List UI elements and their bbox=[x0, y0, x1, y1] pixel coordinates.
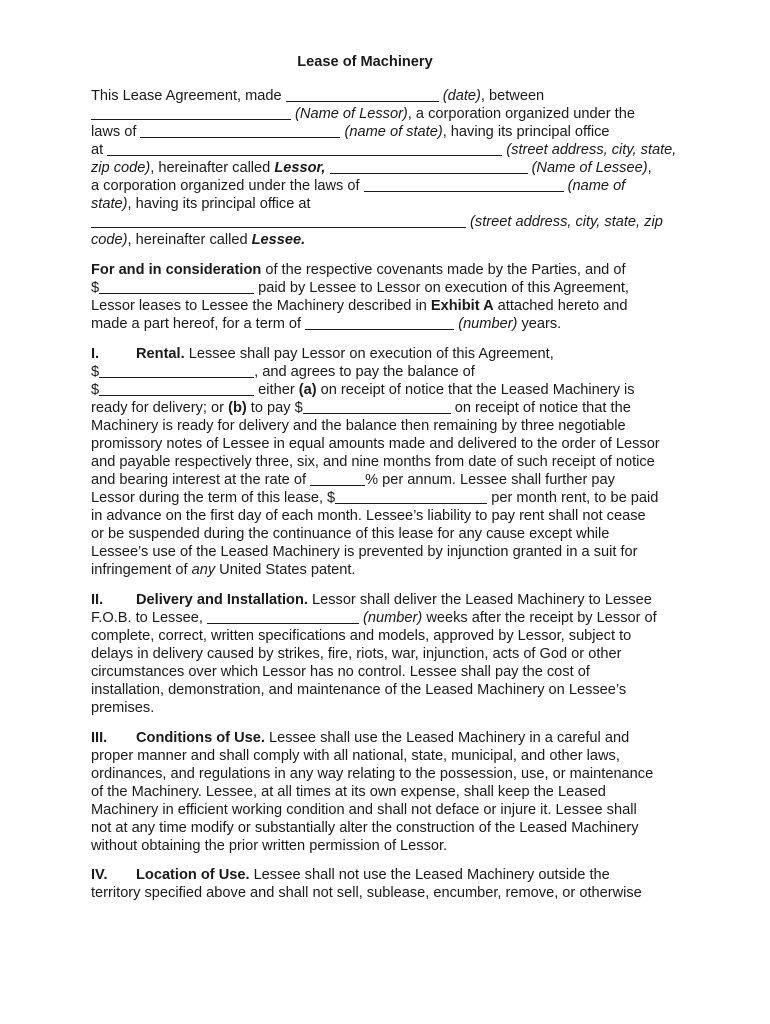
section-i-line bbox=[91, 345, 554, 363]
text: a corporation organized under the laws of bbox=[91, 178, 364, 194]
section-ii-line bbox=[91, 609, 657, 627]
section-i-line bbox=[91, 489, 658, 507]
consideration-amount-blank[interactable] bbox=[99, 280, 254, 294]
text: For and in consideration bbox=[91, 262, 262, 278]
section-iii-line bbox=[91, 729, 629, 747]
text: (number) bbox=[359, 610, 423, 626]
text: on receipt of notice that the bbox=[450, 400, 631, 416]
section-iii-line bbox=[91, 765, 653, 783]
text: at bbox=[91, 142, 108, 158]
text: , hereinafter called bbox=[150, 160, 275, 176]
text: delays in delivery caused by strikes, fire, riots, war, injunction, acts of God or other bbox=[91, 646, 622, 662]
section-i-line bbox=[91, 417, 626, 435]
text: Lessee shall not use the Leased Machinery outside the bbox=[249, 867, 610, 883]
text: (number) bbox=[454, 316, 518, 332]
text: , having its principal office bbox=[442, 124, 610, 140]
text: (date) bbox=[438, 88, 481, 104]
lessor-state-blank[interactable] bbox=[140, 124, 340, 138]
text: Machinery is ready for delivery and the balance then remaining by three negotiable bbox=[91, 418, 626, 434]
monthly-rent-blank[interactable] bbox=[335, 490, 487, 504]
text: This Lease Agreement, made bbox=[91, 88, 286, 104]
section-iii-line bbox=[91, 783, 606, 801]
text: , a corporation organized under the bbox=[407, 106, 635, 122]
lessor-name-blank[interactable] bbox=[91, 106, 291, 120]
section-number: IV. bbox=[91, 867, 108, 883]
text: installation, demonstration, and maintenance of the Leased Machinery on Lessee’s bbox=[91, 682, 627, 698]
text: of the Machinery. Lessee, at all times at its own expense, shall keep the Leased bbox=[91, 784, 606, 800]
consideration-line bbox=[91, 315, 561, 333]
section-ii-line bbox=[91, 645, 621, 663]
text: Lessor leases to Lessee the Machinery described in bbox=[91, 298, 431, 314]
section-iv-line bbox=[91, 866, 610, 884]
text: Lessor shall deliver the Leased Machinery to Lessee bbox=[307, 592, 652, 608]
intro-line bbox=[91, 213, 663, 231]
delivery-weeks-blank[interactable] bbox=[207, 610, 359, 624]
consideration-line bbox=[91, 261, 626, 279]
lessee-name-blank[interactable] bbox=[330, 160, 528, 174]
intro-line bbox=[91, 87, 544, 105]
intro-line bbox=[91, 159, 652, 177]
section-i-line bbox=[91, 561, 355, 579]
text: (b) bbox=[228, 400, 247, 416]
consideration-line bbox=[91, 297, 628, 315]
section-ii-line bbox=[91, 627, 631, 645]
section-iii-line bbox=[91, 819, 639, 837]
text: weeks after the receipt by Lessor of bbox=[422, 610, 657, 626]
text: years. bbox=[517, 316, 562, 332]
text: territory specified above and shall not sell, sublease, encumber, remove, or otherwise bbox=[91, 885, 642, 901]
text: Lessee shall pay Lessor on execution of this Agreement, bbox=[184, 346, 554, 362]
intro-line bbox=[91, 105, 635, 123]
intro-line bbox=[91, 141, 676, 159]
text: of the respective covenants made by the Parties, and of bbox=[261, 262, 626, 278]
section-i-line bbox=[91, 507, 646, 525]
section-heading: Location of Use. bbox=[136, 867, 250, 883]
text: Exhibit A bbox=[430, 298, 494, 314]
interest-rate-blank[interactable] bbox=[310, 472, 365, 486]
text: , hereinafter called bbox=[127, 232, 252, 248]
intro-line bbox=[91, 231, 305, 249]
section-i-line bbox=[91, 543, 638, 561]
text: , and agrees to pay the balance of bbox=[254, 364, 475, 380]
text: Lessee shall use the Leased Machinery in a careful and bbox=[264, 730, 630, 746]
text: (Name of Lessor) bbox=[291, 106, 408, 122]
text: , having its principal office at bbox=[127, 196, 311, 212]
section-heading: Rental. bbox=[136, 346, 185, 362]
date-blank[interactable] bbox=[286, 88, 439, 102]
section-i-line bbox=[91, 453, 655, 471]
text: (street address, city, state, zip bbox=[466, 214, 663, 230]
text: in advance on the first day of each month. Lessee’s liability to pay rent shall not cease bbox=[91, 508, 646, 524]
balance-blank[interactable] bbox=[99, 382, 254, 396]
text: Lessor during the term of this lease, $ bbox=[91, 490, 336, 506]
text: promissory notes of Lessee in equal amounts made and delivered to the order of Lessor bbox=[91, 436, 660, 452]
intro-line bbox=[91, 177, 625, 195]
text: any bbox=[191, 562, 216, 578]
text: paid by Lessee to Lessor on execution of this Agreement, bbox=[254, 280, 629, 296]
section-i-line bbox=[91, 363, 475, 381]
initial-payment-blank[interactable] bbox=[99, 364, 254, 378]
text: zip code) bbox=[91, 160, 151, 176]
section-i-line bbox=[91, 381, 635, 399]
text: attached hereto and bbox=[493, 298, 628, 314]
text: Lessee. bbox=[251, 232, 306, 248]
page-title: Lease of Machinery bbox=[297, 54, 433, 70]
text: and bearing interest at the rate of bbox=[91, 472, 311, 488]
text: , bbox=[647, 160, 652, 176]
section-iii-line bbox=[91, 837, 447, 855]
text: % per annum. Lessee shall further pay bbox=[365, 472, 615, 488]
section-heading: Delivery and Installation. bbox=[136, 592, 308, 608]
delivery-payment-blank[interactable] bbox=[303, 400, 451, 414]
text: (Name of Lessee) bbox=[527, 160, 648, 176]
text: to pay $ bbox=[246, 400, 303, 416]
text: proper manner and shall comply with all national, state, municipal, and other laws, bbox=[91, 748, 620, 764]
text: without obtaining the prior written permission of Lessor. bbox=[91, 838, 448, 854]
intro-line bbox=[91, 195, 311, 213]
section-i-line bbox=[91, 399, 631, 417]
consideration-line bbox=[91, 279, 629, 297]
section-i-line bbox=[91, 471, 615, 489]
section-i-line bbox=[91, 525, 609, 543]
text: premises. bbox=[91, 700, 155, 716]
text: or be suspended during the continuance of this lease for any cause except while bbox=[91, 526, 610, 542]
text: (name of state) bbox=[340, 124, 443, 140]
section-ii-line bbox=[91, 591, 652, 609]
section-iii-line bbox=[91, 747, 620, 765]
section-iii-line bbox=[91, 801, 637, 819]
text: ready for delivery; or bbox=[91, 400, 229, 416]
text: and payable respectively three, six, and nine months from date of such receipt of notice bbox=[91, 454, 655, 470]
text: laws of bbox=[91, 124, 141, 140]
section-number: I. bbox=[91, 346, 100, 362]
section-heading: Conditions of Use. bbox=[136, 730, 265, 746]
text: $ bbox=[91, 382, 100, 398]
text: F.O.B. to Lessee, bbox=[91, 610, 207, 626]
text: $ bbox=[91, 280, 100, 296]
text: $ bbox=[91, 364, 100, 380]
text: not at any time modify or substantially alter the construction of the Leased Machinery bbox=[91, 820, 639, 836]
lessee-address-blank[interactable] bbox=[91, 214, 466, 228]
section-ii-line bbox=[91, 663, 590, 681]
section-ii-line bbox=[91, 681, 626, 699]
text: circumstances over which Lessor has no control. Lessee shall pay the cost of bbox=[91, 664, 590, 680]
text: Lessor, bbox=[274, 160, 326, 176]
text: state) bbox=[91, 196, 128, 212]
text: (a) bbox=[298, 382, 317, 398]
lessee-state-blank[interactable] bbox=[364, 178, 564, 192]
text: made a part hereof, for a term of bbox=[91, 316, 306, 332]
text: per month rent, to be paid bbox=[487, 490, 659, 506]
text: (name of bbox=[563, 178, 626, 194]
text: (street address, city, state, bbox=[502, 142, 677, 158]
lessor-address-blank[interactable] bbox=[107, 142, 502, 156]
section-iv-line bbox=[91, 884, 642, 902]
section-number: II. bbox=[91, 592, 104, 608]
text: on receipt of notice that the Leased Machinery is bbox=[316, 382, 635, 398]
text: ordinances, and regulations in any way relating to the possession, use, or maintenance bbox=[91, 766, 654, 782]
text: complete, correct, written specifications and models, approved by Lessor, subject to bbox=[91, 628, 632, 644]
intro-line bbox=[91, 123, 610, 141]
text: , between bbox=[480, 88, 545, 104]
section-number: III. bbox=[91, 730, 108, 746]
text: Machinery in efficient working condition and shall not deface or injure it. Lessee shall bbox=[91, 802, 637, 818]
text: Lessee’s use of the Leased Machinery is prevented by injunction granted in a suit for bbox=[91, 544, 638, 560]
text: United States patent. bbox=[215, 562, 356, 578]
term-years-blank[interactable] bbox=[305, 316, 454, 330]
text: code) bbox=[91, 232, 128, 248]
section-ii-line bbox=[91, 699, 154, 717]
text: either bbox=[254, 382, 299, 398]
text: infringement of bbox=[91, 562, 192, 578]
section-i-line bbox=[91, 435, 660, 453]
